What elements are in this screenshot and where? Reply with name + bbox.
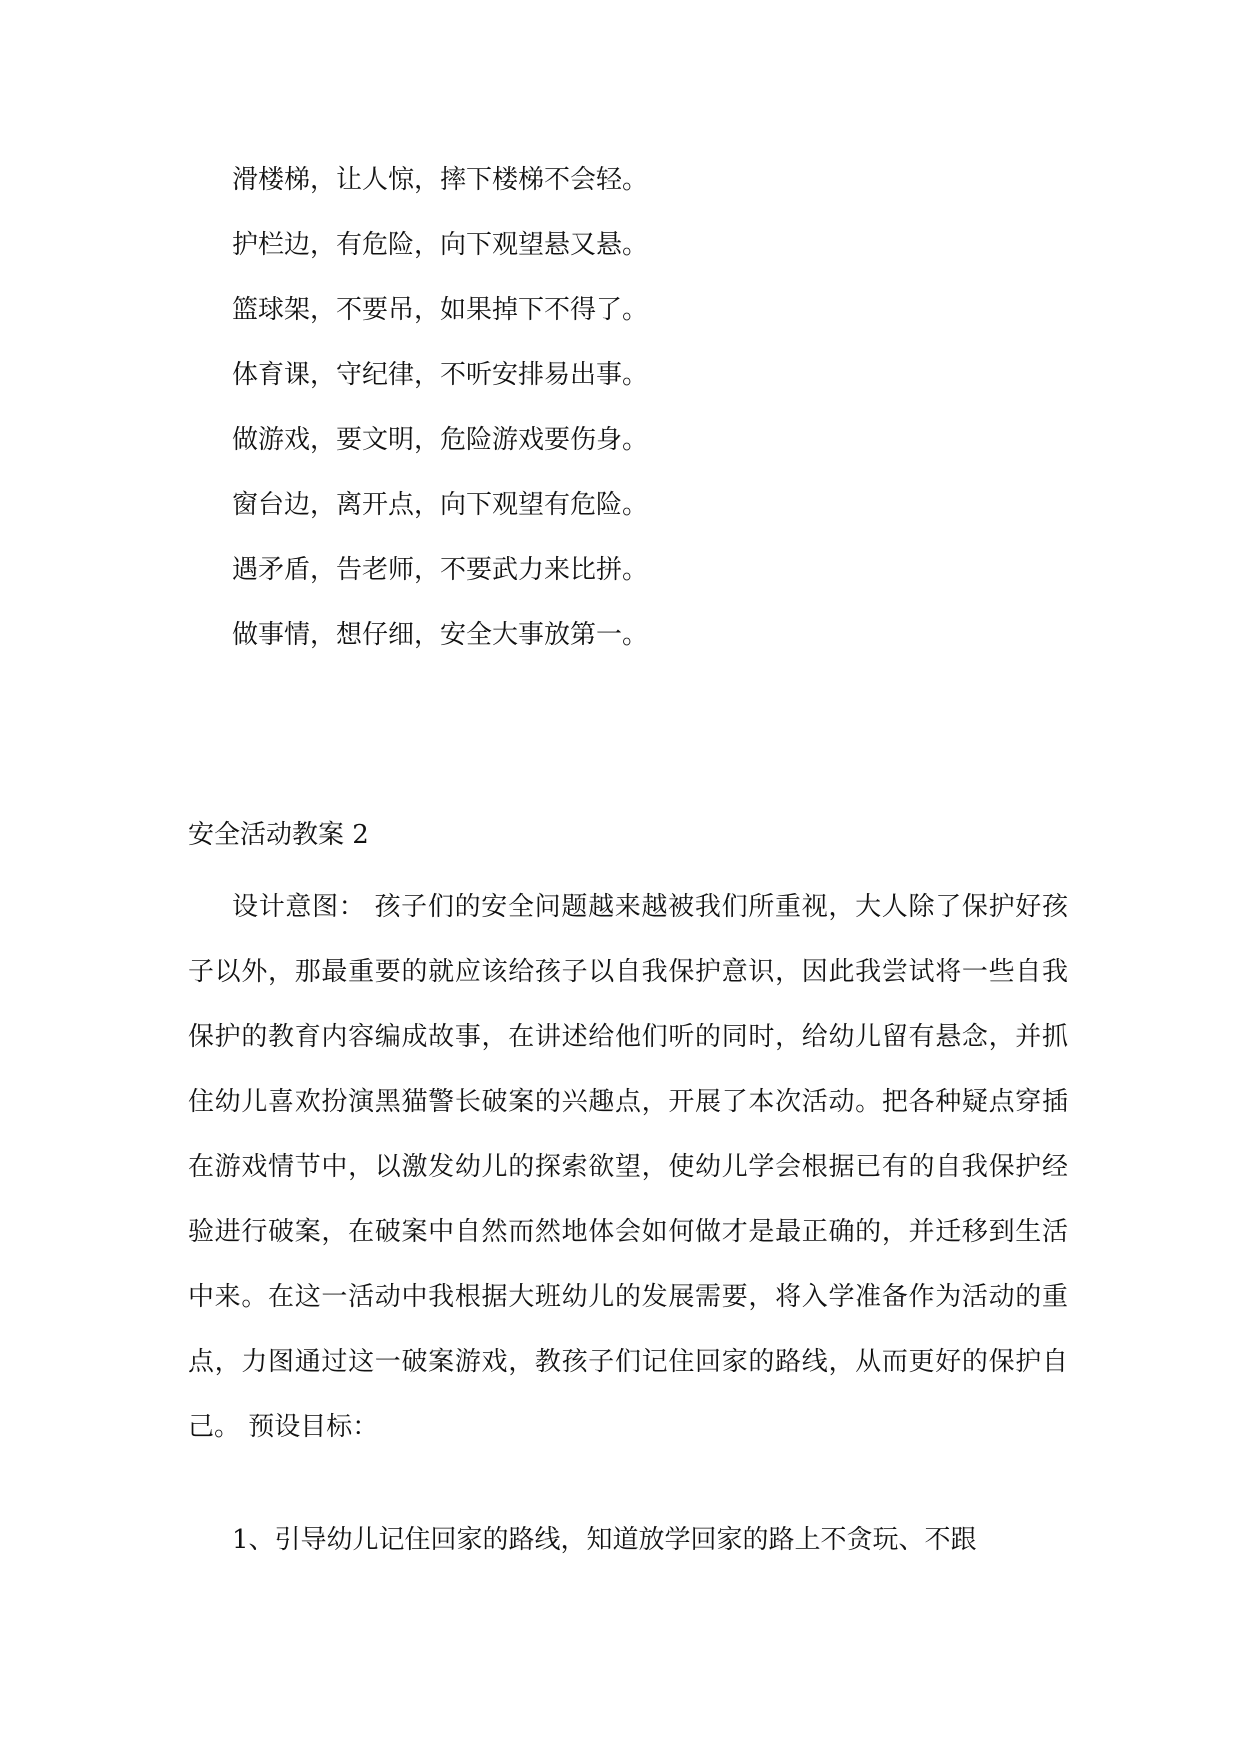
poem-line: 做事情，想仔细，安全大事放第一。 [232,620,649,650]
poem-line: 做游戏，要文明，危险游戏要伤身。 [232,425,649,455]
poem-line: 体育课，守纪律，不听安排易出事。 [232,360,649,390]
safety-poem [232,160,1132,680]
poem-line: 遇矛盾，告老师，不要武力来比拼。 [232,555,649,585]
poem-line: 护栏边，有危险，向下观望悬又悬。 [232,230,649,260]
poem-line: 窗台边，离开点，向下观望有危险。 [232,490,649,520]
objective-item-1: 1、引导幼儿记住回家的路线，知道放学回家的路上不贪玩、不跟 [232,1525,977,1555]
design-intent-paragraph: 设计意图： 孩子们的安全问题越来越被我们所重视，大人除了保护好孩子以外，那最重要的就应该给孩子以自我保护意识，因此我尝试将一些自我保护的教育内容编成故事，在讲述给他们听的同时，给幼儿留有悬念，并抓住幼儿喜欢扮演黑猫警长破案的兴趣点，开展了本次活动。把各种疑点穿插在游戏情节中，以激发幼儿的探索欲望，使幼儿学会根据已有的自我保护经验进行破案，在破案中自然而然地体会如何做才是最正确的，并迁移到生活中来。在这一活动中我根据大班幼儿的发展需要，将入学准备作为活动的重点，力图通过这一破案游戏，教孩子们记住回家的路线，从而更好的保护自己。 预设目标： [188,892,1068,1442]
poem-line: 篮球架，不要吊，如果掉下不得了。 [232,295,649,325]
section-heading: 安全活动教案 2 [188,820,369,850]
poem-line: 滑楼梯，让人惊，摔下楼梯不会轻。 [232,165,649,195]
